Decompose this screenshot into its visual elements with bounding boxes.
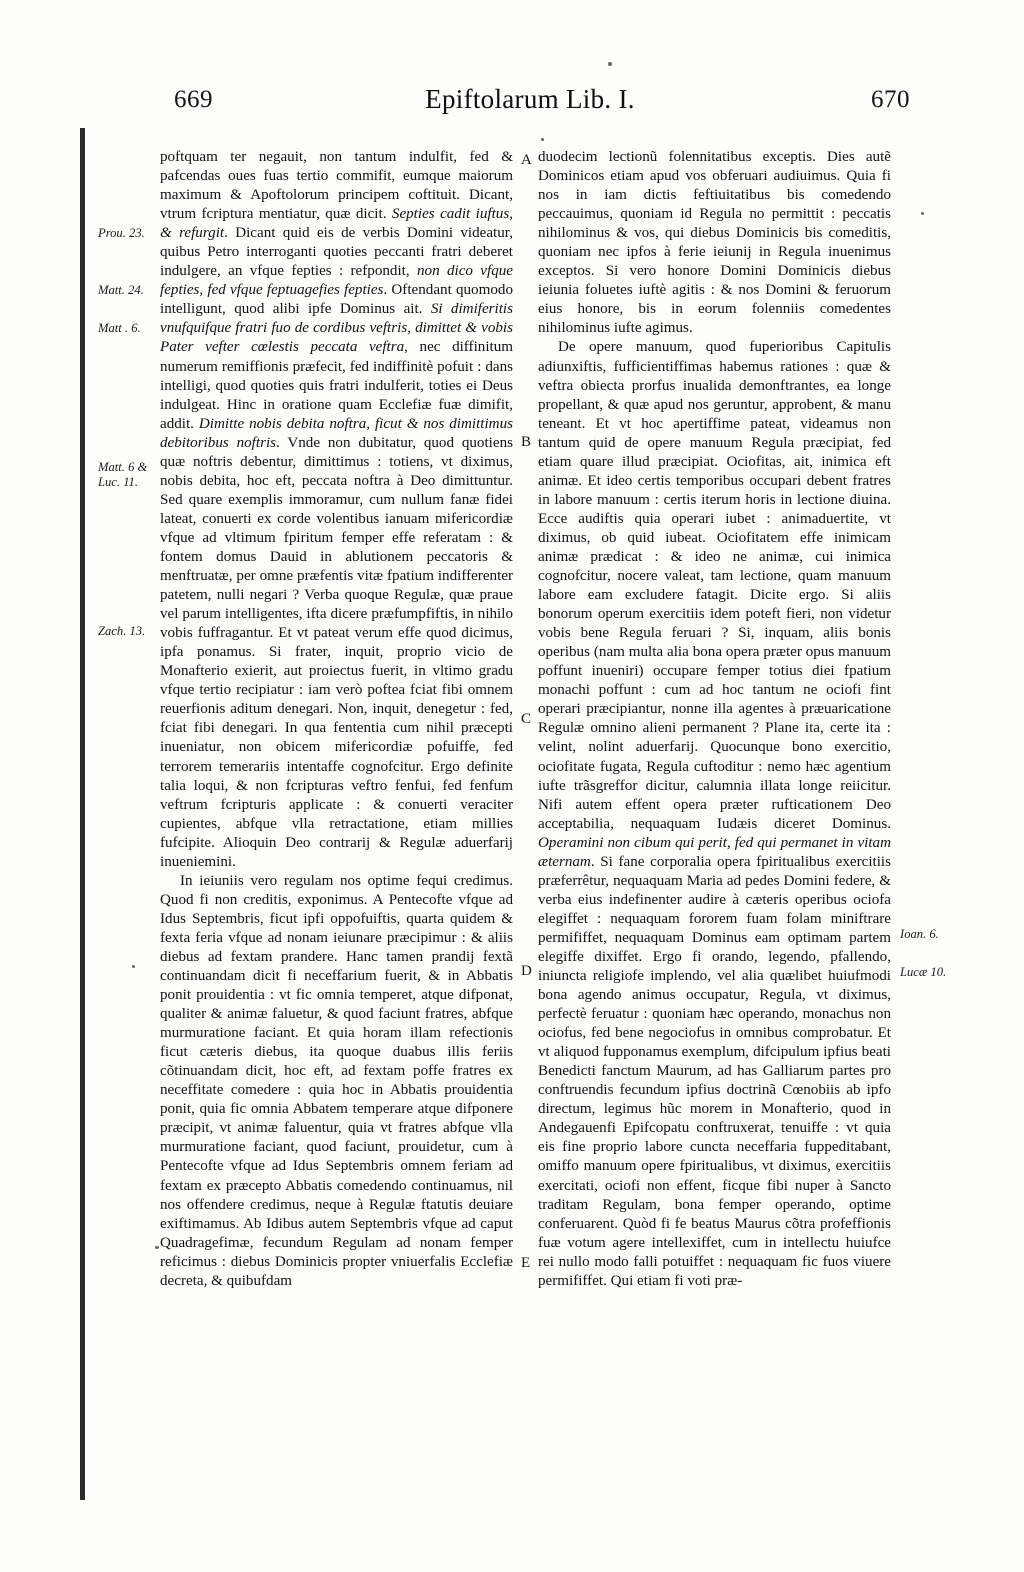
margin-note-left: Matt. 6 & bbox=[98, 460, 148, 474]
scan-speck bbox=[155, 1246, 159, 1249]
italic-quotation: Si dimiferitis vnufquifque fratri fuo de cordibus veftris, dimittet & vobis Pater vefter cœlestis peccata veftra bbox=[160, 301, 513, 356]
italic-quotation: Dimitte nobis debita noftra, ficut & nos dimittimus debitoribus noftris bbox=[160, 415, 513, 451]
margin-note-left: Zach. 13. bbox=[98, 624, 146, 638]
paragraph bbox=[160, 148, 513, 872]
body-text: duodecim lectionũ folennitatibus exceptis. Dies autẽ Dominicos etiam apud vos obferuari audiuimus. Quia fi nos in iam dictis feftiuitatibus bis comedendo peccauimus, quoniam id Regula no permittit : peccatis nihilominus & vos, qui diebus Dominicis bis comeditis, quoniam nec ipfos à ferie ieiunij in Regula inuenimus exceptos. Si vero honore Domini Dominicis diebus ieiunia foluetes iuftè agitis : & nos Domini & feruorum eius honore, bis in eorum folenniis comedentes nihilominus iufte agimus. bbox=[538, 149, 891, 337]
signature-letter: E bbox=[521, 1255, 531, 1271]
signature-letter: C bbox=[521, 711, 532, 727]
margin-note-left: Matt . 6. bbox=[98, 321, 141, 335]
paragraph bbox=[538, 338, 891, 1290]
signature-letter: B bbox=[521, 434, 532, 450]
body-text: . Vnde non dubitatur, quod quotiens quæ noftris debentur, dimittimus : totiens, vt diximus, nobis debita, hoc eft, peccata noftra à Deo dimittuntur. Sed quare exemplis immoramur, cum nullum fanæ fidei lateat, conuerti ex corde volentibus ianuam mifericordiæ vfque ad vltimum fpiritum femper effe referatam : & fontem domus Dauid in ablutionem peccatoris & menftruatæ, per omne præfentis vitæ fpatium indifferenter patetem, nulli negari ? Verba quoque Regulæ, quæ praue vel parum intelligentes, ifta dicere præfumpfiftis, in nihilo vobis fuffragantur. Et vt pateat verum effe quod dicimus, ipfa ponamus. Si frater, inquit, proprio vicio de Monafterio exierit, aut proiectus fuerit, in vltimo gradu vfque tertio recipiatur : iam verò poftea fciat fibi omnem reuerfionis aditum denegari. Non, inquit, denegetur : fed, fciat fibi denegari. In qua fententia cum nihil præcepti inueniatur, non obicem mifericordiæ pofuiffe, fed terrorem temerariis intentaffe cognofcitur. Ergo definite talia loqui, & non fcripturas veftro fenfui, fed fenfum veftrum fcripturis applicate : & conuerti veraciter cupientes, abfque vlla retractatione, etiam millies fufcipite. Alioquin Deo contrarij & Regulæ aduerfarij inueniemini. bbox=[160, 434, 513, 870]
text-column-right bbox=[538, 148, 891, 1291]
margin-note-right: Ioan. 6. bbox=[900, 927, 939, 941]
italic-quotation: Septies cadit iuftus, & refurgit bbox=[160, 206, 513, 242]
scan-speck bbox=[921, 212, 924, 215]
italic-quotation: non dico vfque fepties, fed vfque feptuagefies fepties bbox=[160, 263, 513, 299]
signature-letter: D bbox=[521, 963, 532, 979]
scan-gutter-line bbox=[80, 128, 85, 1500]
body-text: . Si fane corporalia opera fpiritualibus exercitiis præferrêtur, nequaquam Maria ad pedes Domini federe, & verba eius indefinenter audire à cæteris operibus ociofa elegiffet : nequaquam fororem fuam folam miniftrare permififfet, nequaquam Dominus eam optimam partem elegiffe dixiffet. Ergo fi orando, legendo, pfallendo, iniuncta religiofe implendo, vel alia quælibet huiufmodi bona agendo animus occupatur, Regula, vt diximus, perfectè feruatur : quoniam hæc operando, monachus non ociofus, fed bene negociofus in omnibus comprobatur. Et vt aliquod fupponamus exemplum, difcipulum ipfius beati Benedicti fanctum Maurum, ad has Galliarum partes pro conftruendis fecundum ipfius doctrinã Cœnobiis ab ipfo directum, legimus hũc morem in Monafterio, quod in Andegauenfi Epifcopatu conftruxerat, tenuiffe : vt quia eis fine proprio labore cuncta neceffaria fuppeditabant, omiffo manuum opere fpiritualibus, vt diximus, exercitiis exercitati, ociofi non effent, ficque fibi nuper à Sancto traditam Regulam, bona femper operando, optime conferuarent. Quòd fi fe beatus Maurus cõtra profeffionis fuæ votum agere intellexiffet, cum in intellectu huiufce rei nullo modo falli potuiffet : nequaquam fic fuos viuere permififfet. Qui etiam fi voti præ- bbox=[538, 853, 891, 1289]
body-text: In ieiuniis vero regulam nos optime fequi credimus. Quod fi non creditis, exponimus. A Pentecofte vfque ad Idus Septembris, ficut ipfi oppofuiftis, quarta quidem & fexta feria vfque ad nonam ieiunare præcipimur : & aliis diebus ad fextam prandere. Hanc tamen prandij fextã continuandam dicit fi neceffarium fuerit, & in Abbatis ponit prouidentia : vt fic omnia temperet, atque difponat, qualiter & animæ faluetur, & quod faciunt fratres, abfque murmuratione faciant. Et quia horam illam refectionis ficut cæteris diebus, ita quoque duabus illis feriis cõtinuandam dicit, hoc eft, ad fextam poffe fratres ex neceffitate comedere : quia hoc in Abbatis prouidentia ponit, quia fic omnia Abbatem temperare atque difponere præcipit, vt animæ faluentur, quia vt fratres abfque vlla murmuratione faciant, quod faciunt, prouidetur, cum à Pentecofte vfque ad Idus Septembris omnem feriam ad fextam ex præcepto Abbatis comedendo continuamus, nil nos offendere credimus, neque à Regulæ ftatutis deuiare exiftimamus. Ab Idibus autem Septembris vfque ad caput Quadragefimæ, fecundum Regulam ad nonam femper reficimus : diebus Dominicis propter vniuerfalis Ecclefiæ decreta, & quibufdam bbox=[160, 872, 513, 1289]
signature-letter: A bbox=[521, 152, 532, 168]
body-text: poftquam ter negauit, non tantum indulfit, fed & pafcendas oues fuas tertio commifit, eumque maiorum maximum & Apoftolorum principem coftituit. Dicant, vtrum fcriptura mentiatur, quæ dicit. bbox=[160, 149, 513, 223]
text-column-left bbox=[160, 148, 513, 1291]
body-text: . Dicant quid eis de verbis Domini videatur, quibus Petro interroganti quoties peccanti fratri deberet indulgere, an vfque fepties : refpondit, bbox=[160, 225, 513, 280]
body-text: De opere manuum, quod fuperioribus Capitulis adiunxiftis, fufficientiffimas habemus rationes : quæ & veftra obiecta prorfus inualida demonftrantes, ea longe propellant, & quæ apud nos geruntur, approbent, & manu teneant. Et vt hoc apertiffime pateat, videamus non tantum quid de opere manuum Regula præcipiat, fed etiam quare illud præcipiat. Ociofitas, ait, inimica eft animæ. Et ideo certis temporibus occupari debent fratres in labore manuum : certis iterum horis in lectione diuina. Ecce audiftis quia operari iubet : animaduertite, vt diximus, ob quid iubeat. Ociofitatem effe inimicam animæ prædicat : & ideo ne animæ, cui inimica cognofcitur, nocere valeat, tam lectione, quam manuum labore eam excludere fatagit. Dicite ergo. Si aliis bonorum operum exercitiis idem poteft fieri, non videtur vobis bene Regula feruari ? Si, inquam, aliis bonis operibus (nam multa alia bona opera præter opus manuum poffunt inueniri) occupare femper totius diei fpatium monachi poffunt : cum ad hoc tantum ne ociofi fint operari præcipiantur, nonne illa agentes à præuaricatione Regulæ omnino alieni permanent ? Plane ita, certe ita : velint, nolint aduerfarij. Quocunque bono exercitio, ociofitate fugata, Regula cuftoditur : nemo hæc agentium iufte trãsgreffor dicitur, calumnia illata longe reiicitur. Nifi autem effent opera præter rufticationem Deo acceptabilia, nequaquam Iudæis diceret Dominus. bbox=[538, 339, 891, 832]
scan-speck bbox=[132, 965, 135, 968]
page-title: Epiftolarum Lib. I. bbox=[425, 84, 635, 114]
italic-quotation: Operamini non cibum qui perit, fed qui permanet in vitam æternam bbox=[538, 834, 891, 870]
folio-number-left: 669 bbox=[174, 86, 213, 113]
margin-note-left: Matt. 24. bbox=[98, 283, 144, 297]
margin-note-right: Lucæ 10. bbox=[900, 965, 947, 979]
paragraph bbox=[538, 148, 891, 338]
body-text: . Oftendant quomodo intelligunt, quod alibi ipfe Dominus ait. bbox=[160, 282, 513, 318]
margin-note-left: Luc. 11. bbox=[98, 475, 138, 489]
scan-speck bbox=[608, 62, 612, 66]
scan-speck bbox=[541, 138, 544, 141]
paragraph bbox=[160, 872, 513, 1291]
running-head bbox=[150, 86, 910, 122]
margin-note-left: Prou. 23. bbox=[98, 226, 145, 240]
folio-number-right: 670 bbox=[871, 86, 910, 113]
body-text: , nec diffinitum numerum remiffionis præfecit, fed indiffinitè pofuit : dans intelligi, quod quoties quis fratri indulferit, toties ei Deus indulgeat. Hinc in oratione quam Ecclefiæ fuæ dimifit, addit. bbox=[160, 339, 513, 432]
